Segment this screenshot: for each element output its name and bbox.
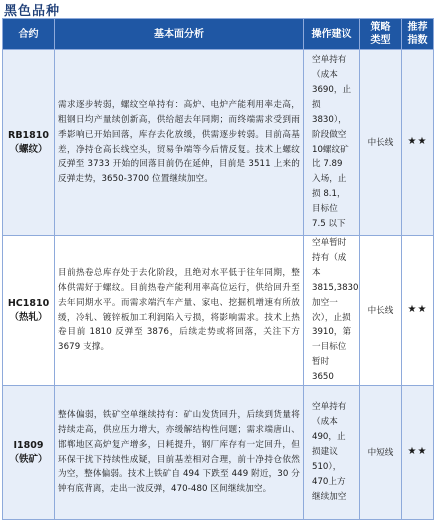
table-header-row — [3, 19, 434, 50]
contract-code: I1809 — [13, 439, 44, 451]
analysis-cell: 整体偏弱，铁矿空单继续持有：矿山发货回升，后续到货量将持续走高，供应压力增大，亦缓解结构性问题；需求端唐山、邯郸地区高炉复产增多，日耗提升，钢厂库存有一定回升，但环保干扰下持续性成疑，目前基差相对合理，前十净持仓依然为空，整体偏弱。技术上铁矿自 494 下跌至 449 附近，30 分钟有底背离，走出一波反弹，470-480 区间继续加空。 — [55, 386, 304, 520]
analysis-cell: 需求逐步转弱，螺纹空单持有：高炉、电炉产能利用率走高，粗钢日均产量续创新高，供给超去年同期；而终端需求受到雨季影响已开始回落，库存去化放缓，供需逐步转弱。目前高基差，净持仓高长线空头，贸易争端等今后情反复。技术上螺纹反弹至 3733 开始的回落目前仍在延伸，目前是 3511 上来的反弹走势，3650-3700 位置继续加空。 — [55, 50, 304, 236]
advice-cell: 空单持有（成本3690，止损3830），阶段做空 10螺纹矿比 7.89 入场，止损 8.1，目标位 7.5 以下 — [304, 50, 360, 236]
rating-stars: ★★ — [402, 386, 434, 520]
table-row-rb1810 — [3, 50, 434, 236]
strategy-table — [2, 18, 434, 520]
rating-stars: ★★ — [402, 236, 434, 386]
header-rating — [402, 19, 434, 50]
contract-cell — [3, 50, 55, 236]
contract-code: RB1810 — [8, 129, 49, 141]
contract-name: （螺纹） — [9, 143, 48, 155]
header-rating-line1: 推荐 — [407, 22, 428, 33]
header-contract: 合约 — [3, 19, 55, 50]
advice-cell: 空单持有（成本490，止损建议510），470上方继续加空 — [304, 386, 360, 520]
header-strategy-line1: 策略 — [370, 22, 391, 33]
contract-name: （铁矿） — [9, 453, 48, 465]
table-row-hc1810 — [3, 236, 434, 386]
header-rating-line2: 指数 — [407, 35, 428, 46]
section-title: 黑色品种 — [4, 4, 61, 19]
contract-name: （热轧） — [9, 311, 48, 323]
contract-code: HC1810 — [7, 297, 50, 309]
header-analysis: 基本面分析 — [55, 19, 304, 50]
rating-stars: ★★ — [402, 50, 434, 236]
contract-cell — [3, 386, 55, 520]
header-advice: 操作建议 — [304, 19, 360, 50]
strategy-cell: 中短线 — [360, 386, 402, 520]
table-row-i1809 — [3, 386, 434, 520]
contract-cell — [3, 236, 55, 386]
strategy-cell: 中长线 — [360, 50, 402, 236]
advice-cell: 空单暂时持有（成本3815,3830 加空一次），止损3910，第一目标位暂时 3650 — [304, 236, 360, 386]
strategy-cell: 中长线 — [360, 236, 402, 386]
header-strategy — [360, 19, 402, 50]
analysis-cell: 目前热卷总库存处于去化阶段，且绝对水平低于往年同期，整体供需好于螺纹。目前热卷产能利用率高位运行，供给回升至去年同期水平。而需求端汽车产量、家电、挖掘机增速有所放缓，冷轧、镀锌板加工利润陷入亏损，将影响需求。技术上热卷目前 1810 反弹至 3876，后续走势或将回落，关注下方 3679 支撑。 — [55, 236, 304, 386]
header-strategy-line2: 类型 — [370, 35, 391, 46]
